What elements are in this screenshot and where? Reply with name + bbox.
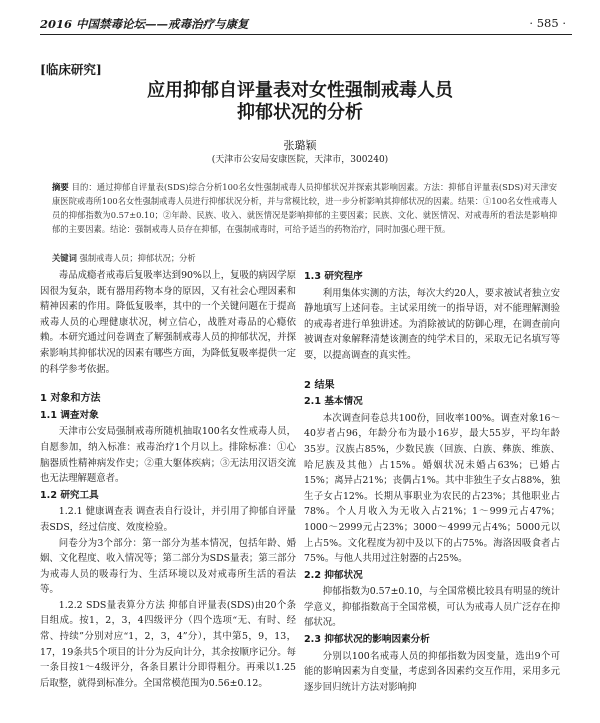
- paragraph-2-1: 本次调查问卷总共100份，回收率100%。调查对象16～40岁者占96，年龄分布为最小16岁，最大55岁，平均年龄35岁。汉族占85%，少数民族（回族、白族、彝族、维族、哈尼族及其他）占15%。婚姻状况未婚占63%；已婚占15%；离异占21%；丧偶占1%。其中非独生子女占88%，独生子女占12%。长期从事职业为农民的占23%；其他职业占78%。个人月收入为无收入占21%；1～999元占47%；1000～2999元占23%；3000～4999元占4%；5000元以上占5%。文化程度为初中及以下的占75%。海洛因吸食者占75%。与他人共用过注射器的占25%。: [304, 412, 560, 565]
- keywords-label: 关键词: [52, 253, 77, 263]
- abstract-text: 目的：通过抑郁自评量表(SDS)综合分析100名女性强制戒毒人员抑郁状况并探索其影响因素。方法：抑郁自评量表(SDS)对天津安康医院戒毒所100名女性强制戒毒人员进行抑郁状况分析，并与常模比较，进一步分析影响其抑郁状况的因素。结果：①100名女性戒毒人员的抑郁指数为0.57±0.10；②年龄、民族、收入、就医情况是影响抑郁的主要因素；民族、文化、就医情况、对戒毒所的看法是影响抑郁的主要因素。结论：强制戒毒人员存在抑郁，在强制戒毒时，可给予适当的药物治疗，同时加强心理干预。: [52, 182, 557, 234]
- abstract: [52, 180, 557, 236]
- paragraph-2-3: 分别以100名戒毒人员的抑郁指数为因变量，选出9个可能的影响因素为自变量，考虑到各因素约交互作用，采用多元逐步回归统计方法对影响抑: [304, 650, 560, 693]
- paragraph-1-2-2: 1.2.2 SDS量表算分方法 抑郁自评量表(SDS)由20个条目组成。按1，2，3，4四级评分（四个选项“无、有时、经常、持续”分别对应“1，2，3，4”分），其中第5，9，13，17，19条共5个项目的计分为反向计分，其余按顺序记分。每一条目按1～4级评分，各条目累计分即得粗分。再乘以1.25后取整，就得到标准分。全国常模范围为0.56±0.12。: [40, 599, 296, 689]
- heading-2-1: 2.1 基本情况: [304, 396, 363, 408]
- heading-2-2: 2.2 抑郁状况: [304, 569, 363, 581]
- paragraph-2-2: 抑郁指数为0.57±0.10，与全国常模比较具有明显的统计学意义，抑郁指数高于全国常模，可认为戒毒人员广泛存在抑郁状况。: [304, 586, 560, 629]
- section-tag: [临床研究]: [40, 62, 102, 77]
- paragraph-1-1: 天津市公安局强制戒毒所随机抽取100名女性戒毒人员，自愿参加，纳入标准：戒毒治疗1个月以上。排除标准：①心脑器质性精神病发作史；②重大躯体疾病；③无法用汉语交流也无法理解题意者。: [40, 426, 296, 485]
- heading-1-3: 1.3 研究程序: [304, 271, 363, 282]
- affiliation: (天津市公安局安康医院，天津市，300240): [211, 155, 389, 165]
- running-header: [40, 12, 572, 35]
- heading-2-3: 2.3 抑郁状况的影响因素分析: [304, 634, 430, 646]
- paragraph-1-2-1b: 问卷分为3个部分：第一部分为基本情况，包括年龄、婚姻、文化程度、收入情况等；第二部分为SDS量表；第三部分为戒毒人员的吸毒行为、生活环境以及对戒毒所生活的看法等。: [40, 537, 296, 596]
- abstract-label: 摘要: [52, 182, 69, 192]
- keywords: [52, 251, 557, 265]
- paper-title: [40, 80, 560, 124]
- journal-title: 2016 中国禁毒论坛——戒毒治疗与康复: [40, 17, 249, 31]
- author: 张璐颖: [283, 139, 317, 152]
- heading-1: 1 对象和方法: [40, 393, 101, 405]
- heading-2: 2 结果: [304, 379, 335, 391]
- paragraph-1-2-1: 1.2.1 健康调查表 调查表自行设计，并引用了抑郁自评量表SDS，经过信度、效度检验。: [40, 506, 296, 533]
- page-number: · 585 ·: [529, 16, 566, 30]
- heading-1-2: 1.2 研究工具: [40, 489, 99, 501]
- title-line-1: 应用抑郁自评量表对女性强制戒毒人员: [147, 80, 453, 101]
- title-line-2: 抑郁状况的分析: [237, 102, 363, 123]
- keywords-text: 强制戒毒人员；抑郁状况；分析: [79, 253, 196, 263]
- right-column: [304, 268, 560, 695]
- left-column: [40, 268, 296, 691]
- paragraph-1-3: 利用集体实测的方法，每次大约20人，要求被试者独立安静地填写上述问卷。主试采用统一的指导语，对不能理解测验的戒毒者进行单独讲述。为消除被试的防御心理，在调查前向被调查对象解释清楚该测查的纯学术目的，采取无记名填写等要，以提高调查的真实性。: [304, 287, 560, 361]
- intro-paragraph: 毒品成瘾者戒毒后复吸率达到90%以上，复吸的病因学原因很为复杂，既有器用药物本身的原因，又有社会心理因素和精神因素的作用。降低复吸率，其中的一个关键问题在于提高戒毒人员的心理健康状况，树立信心，战胜对毒品的心瘾依赖。本研究通过问卷调查了解强制戒毒人员的抑郁状况，并探索影响其抑郁状况的因素有哪些方面，为降低复吸率提供一定的科学参考依据。: [40, 270, 296, 375]
- heading-1-1: 1.1 调查对象: [40, 409, 99, 421]
